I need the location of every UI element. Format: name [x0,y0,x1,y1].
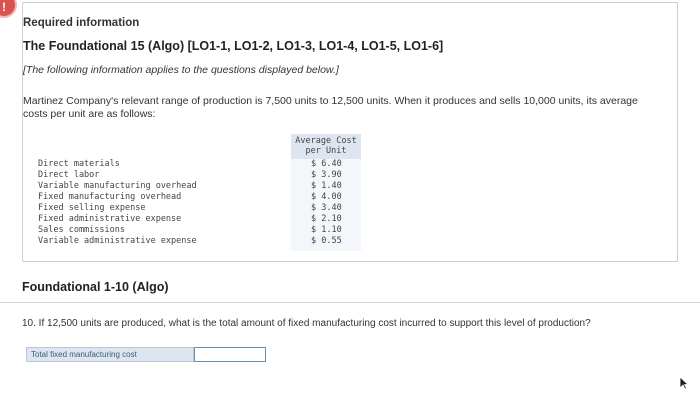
cost-table-header-line2: per Unit [305,146,347,156]
row-value: $ 3.40 [311,203,342,213]
cost-table-header [291,134,361,159]
row-value: $ 6.40 [311,159,342,169]
answer-label: Total fixed manufacturing cost [26,347,194,362]
row-value: $ 3.90 [311,170,342,180]
table-row [35,214,365,225]
cursor-icon [679,376,689,390]
question-text: 10. If 12,500 units are produced, what is the total amount of fixed manufacturing cost incurred to support this level of production? [22,318,591,329]
row-value: $ 1.10 [311,225,342,235]
row-label: Direct materials [38,159,120,169]
row-label: Sales commissions [38,225,125,235]
table-row [35,203,365,214]
row-label: Fixed administrative expense [38,214,182,224]
row-label: Variable manufacturing overhead [38,181,197,191]
problem-title: The Foundational 15 (Algo) [LO1-1, LO1-2, LO1-3, LO1-4, LO1-5, LO1-6] [23,39,444,53]
question-section-title: Foundational 1-10 (Algo) [22,280,169,294]
row-value: $ 2.10 [311,214,342,224]
table-row [35,236,365,247]
required-info-heading: Required information [23,17,140,29]
table-row [35,225,365,236]
row-label: Fixed selling expense [38,203,146,213]
table-row [35,181,365,192]
answer-input[interactable] [194,347,266,362]
alert-icon: ! [0,0,15,16]
row-value: $ 4.00 [311,192,342,202]
info-note: [The following information applies to the questions displayed below.] [23,64,339,76]
row-value: $ 1.40 [311,181,342,191]
problem-intro: Martinez Company's relevant range of production is 7,500 units to 12,500 units. When it produces and sells 10,000 units, its average costs per unit are as follows: [23,95,638,120]
table-row [35,192,365,203]
table-row [35,170,365,181]
row-label: Direct labor [38,170,100,180]
row-value: $ 0.55 [311,236,342,246]
row-label: Variable administrative expense [38,236,197,246]
table-row [35,159,365,170]
section-divider [0,302,700,303]
row-label: Fixed manufacturing overhead [38,192,182,202]
cost-table-header-line1: Average Cost [295,136,357,146]
